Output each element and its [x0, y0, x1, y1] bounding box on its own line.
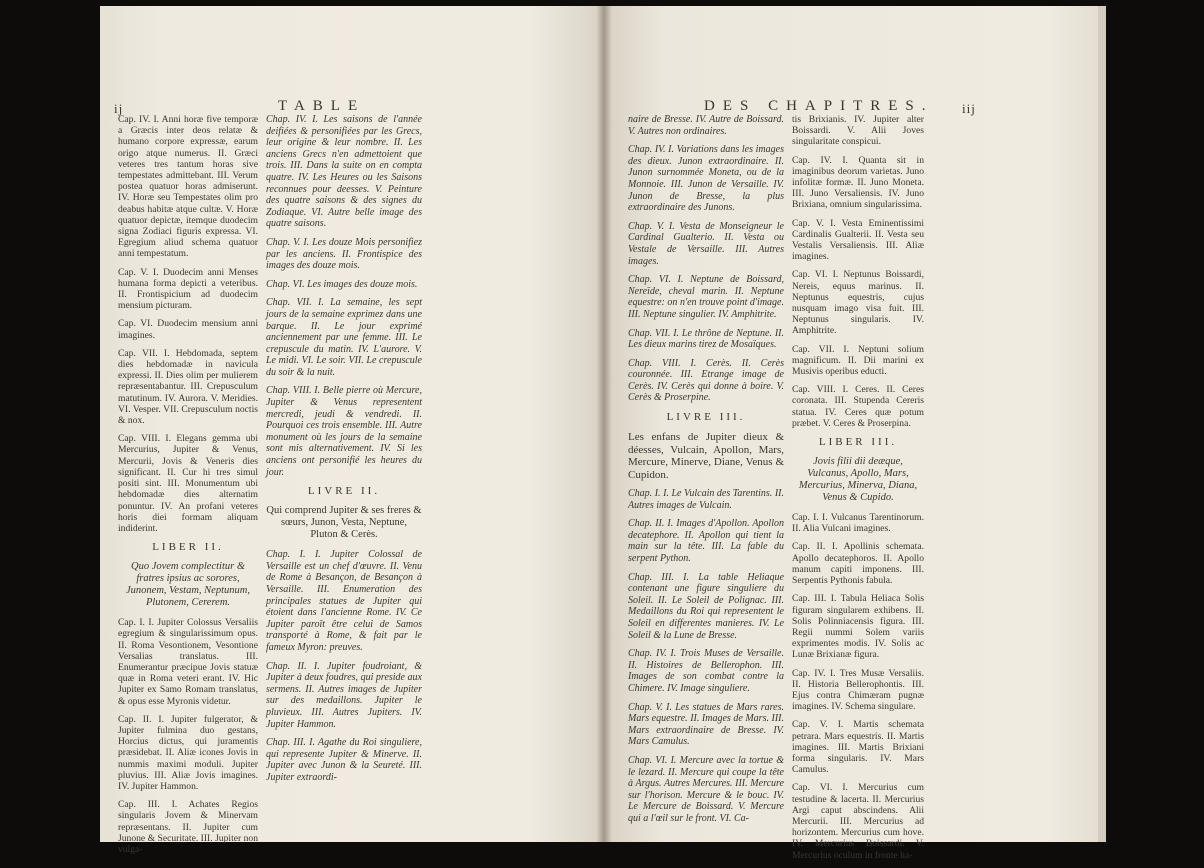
french-entry: Chap. III. I. Agathe du Roi singuliere, qui represente Jupiter & Minerve. II. Jupiter avec Junon & la Seureté. III. Jupiter extraordi- [266, 737, 422, 783]
french-column [266, 114, 422, 791]
livre-heading: LIVRE III. [666, 411, 746, 424]
book-spread [100, 6, 1106, 861]
right-page [604, 6, 1106, 861]
french-entry: Chap. IV. I. Variations dans les images des dieux. Junon extraordinaire. II. Junon surnommée Moneta, ou de la Monnoie. III. Junon de Versaille. IV. Junon de Bresse, la plus extraordinaire des Junons. [628, 144, 784, 214]
latin-entry: Cap. IV. I. Quanta sit in imaginibus deorum varietas. Juno infolitæ formæ. II. Juno Moneta. III. Juno Versaliensis. IV. Juno Brixiana, omnium singularissima. [792, 154, 924, 211]
livre-intro: Les enfans de Jupiter dieux & déesses, Vulcain, Apollon, Mars, Mercure, Minerve, Diane, Venus & Cupidon. [628, 431, 784, 481]
running-head: TABLE [278, 98, 366, 114]
latin-entry: Cap. III. I. Achates Regios singularis Jovem & Minervam repræsentans. II. Jupiter cum Junone & Securitate. III. Jupiter non vulga- [118, 799, 258, 855]
liber-intro: Jovis filii dii deæque, Vulcanus, Apollo, Mars, Mercurius, Minerva, Diana, Venus & Cupido. [798, 456, 918, 504]
livre-intro: Qui comprend Jupiter & ses freres & sœurs, Junon, Vesta, Neptune, Pluton & Cerès. [266, 505, 422, 541]
french-entry: Chap. VII. I. La semaine, les sept jours de la semaine exprimez dans une barque. II. Le jour exprimé anciennement par une femme. III. Le crepuscule du matin. IV. L'aurore. V. Le midi. VI. Le soir. VII. Le crepuscule du soir & la nuit. [266, 297, 422, 378]
page-number: ij [114, 101, 124, 116]
latin-entry: Cap. VIII. I. Elegans gemma ubi Mercurius, Jupiter & Venus, Mercurii, Jovis & Veneris dies significant. II. Cur hi tres simul positi sint. III. Monumentum ubi hebdomadæ dies alternatim ponuntur. IV. An profani veteres horis diei formam aliquam indiderint. [118, 433, 258, 534]
french-entry: Chap. VI. I. Neptune de Boissard, Nereïde, cheval marin. II. Neptune equestre: on n'en trouve point d'image. III. Neptune singulier. IV. Amphitrite. [628, 274, 784, 320]
french-entry: Chap. VI. I. Mercure avec la tortue & le lezard. II. Mercure qui coupe la tête à Argus. Autres Mercures. III. Mercure sur l'horison. Mercure & le bouc. IV. Le Mercure de Boissard. V. Mercure qui a l'œil sur le front. VI. Ca- [628, 754, 784, 824]
french-entry: Chap. VIII. I. Cerès. II. Cerès couronnée. III. Etrange image de Cerès. IV. Cerès qui donne à boire. V. Cerès & Proserpine. [628, 357, 784, 404]
liber-heading: LIBER III. [818, 436, 898, 449]
latin-entry: Cap. I. I. Jupiter Colossus Versaliis egregium & singularissimum opus. II. Roma Vesontionem, Vesontione Versalias translatus. III. Enumerantur præcipue Jovis statuæ quæ in Roma veteri erant. IV. Hic Jupiter ex Samo Romam translatus, & opus esse Myronis videtur. [118, 617, 258, 707]
book-gutter [596, 6, 612, 842]
french-entry: Chap. V. I. Les douze Mois personifiez par les anciens. II. Frontispice des images des douze mois. [266, 236, 422, 272]
french-entry: Chap. II. I. Images d'Apollon. Apollon decatephore. II. Apollon qui tient la main sur la tête. III. La fable du serpent Python. [628, 518, 784, 565]
french-column [628, 114, 784, 832]
latin-column [118, 114, 258, 862]
latin-entry: Cap. VI. I. Mercurius cum testudine & lacerta. II. Mercurius Argi caput abscindens. Alii Mercurii. III. Mercurius ad horizontem. Mercurius cum hove. IV. Mercurius Boissardi. V. Mercurius oculum in fronte ha- [792, 782, 924, 861]
french-entry: Chap. II. I. Jupiter foudroiant, & Jupiter à deux foudres, qui preside aux sermens. II. Autres images de Jupiter sur des medaillons. Jupiter le pluvieux. III. Autres Jupiters. IV. Jupiter Hammon. [266, 660, 422, 730]
french-entry: Chap. V. I. Vesta de Monseigneur le Cardinal Gualterio. II. Vesta ou Vestale de Versaille. III. Autres images. [628, 220, 784, 267]
liber-intro: Quo Jovem complectitur & fratres ipsius ac sorores, Junonem, Vestam, Neptunum, Plutonem, Cererem. [126, 561, 250, 609]
latin-entry: Cap. VII. I. Neptuni solium magnificum. II. Dii marini ex Musivis operibus educti. [792, 343, 924, 378]
latin-entry: Cap. II. I. Jupiter fulgerator, & Jupiter fulmina duo gestans, Horcius dictus, qui juramentis præsidebat. II. Aliæ icones Jovis in nummis maximi moduli. Jupiter pluvius. III. Aliæ Jovis imagines. IV. Jupiter Hammon. [118, 713, 258, 792]
latin-entry: Cap. V. I. Vesta Eminentissimi Cardinalis Gualterii. II. Vesta seu Vestalis Versaliensis. III. Aliæ imagines. [792, 217, 924, 263]
latin-entry: Cap. VI. I. Neptunus Boissardi, Nereis, equus marinus. II. Neptunus equestris, cujus nusquam imago visa fuit. III. Neptunus singularis. IV. Amphitrite. [792, 269, 924, 337]
latin-entry: Cap. V. I. Duodecim anni Menses humana forma depicti a veteribus. II. Frontispicium ad duodecim mensium picturam. [118, 266, 258, 312]
french-entry: Chap. III. I. La table Heliaque contenant une figure singuliere du Soleil. II. Le Soleil de Polignac. III. Medaillons du Roi qui representent le Soleil en differentes manieres. IV. Le Soleil & la Lune de Bresse. [628, 571, 784, 641]
left-page [100, 6, 604, 855]
latin-entry: Cap. I. I. Vulcanus Tarentinorum. II. Alia Vulcani imagines. [792, 512, 924, 535]
liber-heading: LIBER II. [152, 541, 224, 554]
latin-entry: Cap. III. I. Tabula Heliaca Solis figuram singularem exhibens. II. Solis Polinniacensis figura. III. Regii nummi Solem variis exprimentes modis. IV. Solis ac Lunæ Brixianæ figura. [792, 593, 924, 661]
french-entry: naire de Bresse. IV. Autre de Boissard. V. Autres non ordinaires. [628, 114, 784, 137]
french-entry: Chap. VII. I. Le thrône de Neptune. II. Les dieux marins tirez de Mosaïques. [628, 327, 784, 351]
page-number: iij [962, 101, 976, 116]
french-entry: Chap. I. I. Le Vulcain des Tarentins. II. Autres images de Vulcain. [628, 488, 784, 511]
livre-heading: LIVRE II. [307, 485, 381, 498]
latin-entry: Cap. IV. I. Anni horæ five temporæ a Græcis inter deos relatæ & humano corpore expressæ, earum origo atque numerus. II. Græci veteres tres tantum horas sive tempestates admittebant. III. Verum postea quatuor horas admiserunt. IV. Horæ seu Tempestates olim pro deabus habitæ atque cultæ. V. Horæ quatuor depictæ, itemque duodecim signa Zodiaci figuris expressa. VI. Egregium aliud schema quatuor anni tempestatum. [118, 114, 258, 260]
french-entry: Chap. VIII. I. Belle pierre où Mercure, Jupiter & Venus representent mercredi, jeudi & vendredi. II. Pourquoi ces trois ensemble. III. Autre monument où les jours de la semaine sont mis alternativement. IV. Si les anciens ont personifié les heures du jour. [266, 385, 422, 478]
page-fore-edge [1098, 6, 1106, 842]
latin-entry: Cap. II. I. Apollinis schemata. Apollo decatephoros. II. Apollo manum capiti imponens. III. Serpentis Pythonis fabula. [792, 541, 924, 587]
latin-entry: Cap. VIII. I. Ceres. II. Ceres coronata. III. Stupenda Cereris statua. IV. Ceres quæ potum præbet. V. Ceres & Proserpina. [792, 384, 924, 429]
latin-column [792, 114, 924, 868]
french-entry: Chap. IV. I. Trois Muses de Versaille. II. Histoires de Bellerophon. III. Images de son combat contre la Chimere. IV. Image singuliere. [628, 648, 784, 694]
running-head: DES CHAPITRES. [704, 98, 934, 114]
latin-entry: Cap. VII. I. Hebdomada, septem dies hebdomadæ in navicula expressi. II. Dies olim per mulierem repræsentabantur. III. Crepusculum matutinum. IV. Aurora. V. Meridies. VI. Vesper. VII. Crepusculum noctis & nox. [118, 347, 258, 427]
french-entry: Chap. VI. Les images des douze mois. [266, 278, 418, 290]
latin-entry: tis Brixianis. IV. Jupiter alter Boissardi. V. Alii Joves singularitate conspicui. [792, 114, 924, 148]
french-entry: Chap. I. I. Jupiter Colossal de Versaille est un chef d'œuvre. II. Venu de Rome à Besançon, de Besançon à Versaille. III. Enumeration des principales statues de Jupiter qui étoient dans l'ancienne Rome. IV. Ce Jupiter paroît être celui de Samos transporté à Rome, & fait par le fameux Myron: preuves. [266, 549, 422, 653]
latin-entry: Cap. IV. I. Tres Musæ Versaliis. II. Historia Bellerophontis. III. Ejus contra Chimæram pugnæ imagines. IV. Schema singulare. [792, 667, 924, 713]
latin-entry: Cap. VI. Duodecim mensium anni imagines. [118, 318, 258, 341]
latin-entry: Cap. V. I. Martis schemata petrara. Mars equestris. II. Martis imagines. III. Martis Brixiani forma singularis. IV. Mars Camulus. [792, 719, 924, 776]
french-entry: Chap. V. I. Les statues de Mars rares. Mars equestre. II. Images de Mars. III. Mars extraordinaire de Bresse. IV. Mars Camulus. [628, 701, 784, 748]
french-entry: Chap. IV. I. Les saisons de l'année deifiées & personifiées par les Grecs, leur origine & leur nombre. II. Les anciens Grecs n'en admettoient que trois. III. Dans la suite on en compta quatre. IV. Les Heures ou les Saisons reconnues pour deesses. V. Peinture des quatre saisons & des signes du Zodiaque. VI. Autre belle image des quatre saisons. [266, 114, 422, 230]
